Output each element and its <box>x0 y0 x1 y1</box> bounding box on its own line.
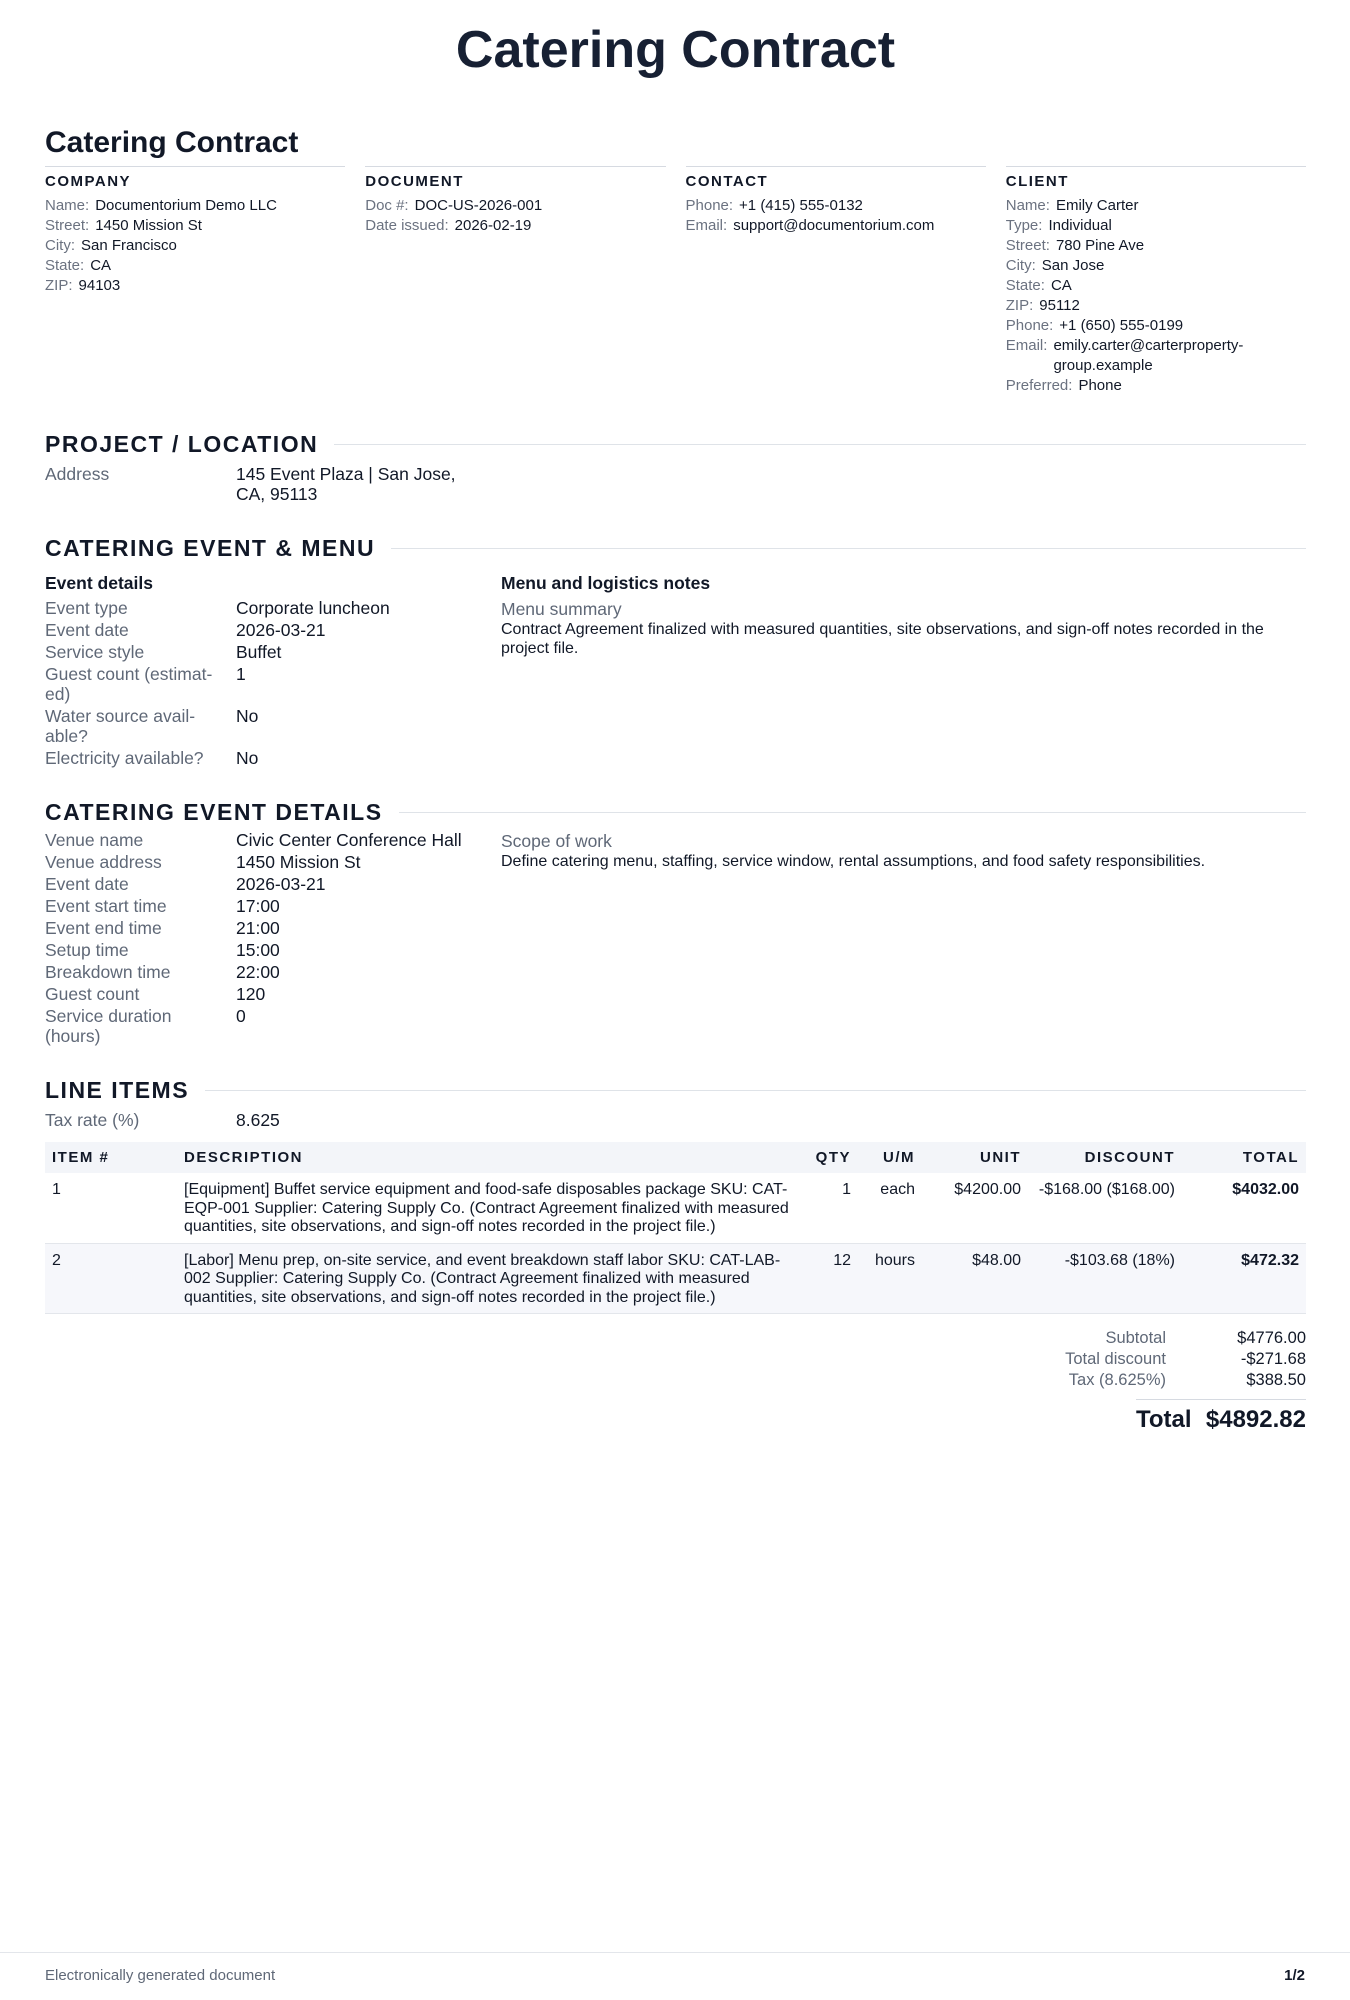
field-value: 1450 Mission St <box>95 217 202 234</box>
field-value: Civic Center Conference Hall <box>236 830 462 850</box>
event-end-time <box>45 918 501 938</box>
company-block <box>45 166 345 396</box>
field-label: Guest count <box>45 984 140 1004</box>
field-value: CA <box>90 257 112 274</box>
item-description: [Labor] Menu prep, on-site service, and event breakdown staff labor SKU: CAT-LAB-002 Supplier: Catering Supply Co. (Contract Agreement finalized with measured quantities, site observations, and sign-off notes recorded in the project file.) <box>177 1243 804 1314</box>
client-type <box>1006 216 1306 236</box>
line-items-heading: LINE ITEMS <box>45 1077 190 1103</box>
menu-summary-label: Menu summary <box>501 599 622 619</box>
client-phone <box>1006 316 1306 336</box>
tax-row <box>916 1370 1306 1391</box>
item-description: [Equipment] Buffet service equipment and food-safe disposables package SKU: CAT-EQP-001 Supplier: Catering Supply Co. (Contract Agreement finalized with measured quantities, site observations, and sign-off notes recorded in the project file.) <box>177 1173 804 1243</box>
column-header: TOTAL <box>1182 1142 1306 1173</box>
field-label: Breakdown time <box>45 962 171 982</box>
field-value: 1450 Mission St <box>236 852 361 872</box>
field-value: 94103 <box>78 277 121 294</box>
company-city <box>45 236 345 256</box>
table-row <box>45 1243 1306 1314</box>
field-value: +1 (650) 555-0199 <box>1059 317 1184 334</box>
field-label: Name: <box>1005 197 1050 214</box>
field-label: City: <box>1005 257 1036 274</box>
field-value: emily.carter@carterproperty-group.example <box>1053 337 1244 374</box>
field-label: Email: <box>1005 337 1048 354</box>
field-label: Address <box>45 464 110 484</box>
field-value: 2026-02-19 <box>454 217 532 234</box>
section-divider <box>334 444 1306 445</box>
field-value: 0 <box>236 1006 246 1026</box>
company-street <box>45 216 345 236</box>
item-discount: -$168.00 ($168.00) <box>1028 1173 1182 1243</box>
contact-block <box>686 166 986 396</box>
field-label: State: <box>45 257 85 274</box>
client-heading: CLIENT <box>1005 173 1069 190</box>
field-value <box>236 464 456 504</box>
page-title: Catering Contract <box>455 21 896 79</box>
doc-number <box>365 196 665 216</box>
event-details-heading: CATERING EVENT DETAILS <box>45 799 383 825</box>
document-subtitle: Catering Contract <box>45 126 299 159</box>
field-value: San Jose <box>1041 257 1105 274</box>
date-issued <box>365 216 665 236</box>
total-value: $4892.82 <box>1205 1406 1306 1433</box>
venue-address <box>45 852 501 872</box>
field-label: Tax rate (%) <box>45 1110 140 1130</box>
field-value: 22:00 <box>236 962 280 982</box>
column-header: DESCRIPTION <box>177 1142 804 1173</box>
item-um: each <box>858 1173 922 1243</box>
event-details-heading: Event details <box>45 573 153 593</box>
section-divider <box>205 1090 1306 1091</box>
client-name <box>1006 196 1306 216</box>
item-number: 2 <box>45 1243 177 1314</box>
field-value: 120 <box>236 984 266 1004</box>
field-value: Corporate luncheon <box>236 598 390 618</box>
item-total: $4032.00 <box>1182 1173 1306 1243</box>
footer-note: Electronically generated document <box>45 1967 276 1984</box>
table-row <box>45 1173 1306 1243</box>
field-label: ZIP: <box>1005 297 1034 314</box>
field-value: 1 <box>236 664 246 684</box>
company-name <box>45 196 345 216</box>
item-discount: -$103.68 (18%) <box>1028 1243 1182 1314</box>
event-menu-section-header <box>45 534 1306 562</box>
field-value: Phone <box>1078 377 1122 394</box>
client-email <box>1006 336 1306 376</box>
field-label: Water source avail-able? <box>45 706 196 746</box>
event-details-section-header <box>45 798 1306 826</box>
column-header: DISCOUNT <box>1028 1142 1182 1173</box>
table-header-row <box>45 1142 1306 1173</box>
field-value: +1 (415) 555-0132 <box>739 197 863 214</box>
field-label: Setup time <box>45 940 129 960</box>
guest-count <box>45 984 501 1004</box>
field-label: Service style <box>45 642 145 662</box>
field-label: Venue address <box>45 852 162 872</box>
contact-email <box>686 216 986 236</box>
document-block <box>365 166 665 396</box>
item-qty: 12 <box>804 1243 858 1314</box>
venue-name <box>45 830 501 850</box>
field-value: CA <box>1050 277 1072 294</box>
client-block <box>1006 166 1306 396</box>
field-value: 8.625 <box>236 1110 280 1130</box>
event-start-time <box>45 896 501 916</box>
field-label: ZIP: <box>45 277 73 294</box>
field-value: Emily Carter <box>1055 197 1139 214</box>
field-value: 2026-03-21 <box>236 874 326 894</box>
field-label: Type: <box>1005 217 1043 234</box>
page-footer <box>0 1952 1350 1984</box>
client-street <box>1006 236 1306 256</box>
section-divider <box>399 812 1306 813</box>
field-value: No <box>236 706 259 726</box>
field-label: Event start time <box>45 896 167 916</box>
section-divider <box>391 548 1306 549</box>
field-value: San Francisco <box>81 237 177 254</box>
field-label: City: <box>45 237 75 254</box>
contact-heading: CONTACT <box>685 173 769 190</box>
subtotal-value: $4776.00 <box>1237 1329 1306 1347</box>
field-label: Name: <box>45 197 90 214</box>
field-label: Preferred: <box>1005 377 1073 394</box>
total-label: Total <box>1136 1406 1192 1433</box>
scope-of-work <box>501 830 1306 1046</box>
field-value: 21:00 <box>236 918 280 938</box>
field-label: Venue name <box>45 830 144 850</box>
field-value: 17:00 <box>236 896 280 916</box>
field-value: Documentorium Demo LLC <box>95 197 277 214</box>
event-menu-body <box>45 572 1306 768</box>
field-value: support@documentorium.com <box>733 217 935 234</box>
field-label: Doc #: <box>365 197 409 214</box>
event-details <box>45 572 501 768</box>
subtotal-row <box>916 1328 1306 1349</box>
client-state <box>1006 276 1306 296</box>
client-zip <box>1006 296 1306 316</box>
field-value: Individual <box>1048 217 1112 234</box>
discount-value: -$271.68 <box>1240 1350 1306 1368</box>
field-label: Street: <box>45 217 90 234</box>
header-info <box>45 166 1306 396</box>
field-value: 15:00 <box>236 940 280 960</box>
field-label: Electricity available? <box>45 748 204 768</box>
field-label: Email: <box>685 217 728 234</box>
tax-label: Tax (8.625%) <box>1068 1371 1166 1389</box>
project-heading: PROJECT / LOCATION <box>45 431 319 457</box>
field-label: Service duration (hours) <box>45 1006 172 1046</box>
subtotal-label: Subtotal <box>1105 1329 1166 1347</box>
grand-total-row <box>1136 1399 1306 1434</box>
field-label: State: <box>1005 277 1045 294</box>
field-value: DOC-US-2026-001 <box>414 197 543 214</box>
field-label: Phone: <box>685 197 734 214</box>
scope-label: Scope of work <box>501 831 612 851</box>
field-value: Buffet <box>236 642 282 662</box>
event-menu-heading: CATERING EVENT & MENU <box>45 535 376 561</box>
item-um: hours <box>858 1243 922 1314</box>
scope-text: Define catering menu, staffing, service window, rental assumptions, and food safety responsibilities. <box>501 853 1206 870</box>
discount-row <box>916 1349 1306 1370</box>
project-address <box>45 464 1306 504</box>
guest-count-estimate <box>45 664 501 704</box>
project-section-header <box>45 430 1306 458</box>
field-value: 2026-03-21 <box>236 620 326 640</box>
line-items-section-header <box>45 1076 1306 1104</box>
item-qty: 1 <box>804 1173 858 1243</box>
field-label: Event type <box>45 598 128 618</box>
breakdown-time <box>45 962 501 982</box>
service-duration <box>45 1006 501 1046</box>
company-zip <box>45 276 345 296</box>
event-date <box>45 874 501 894</box>
event-details-body <box>45 830 1306 1046</box>
column-header: U/M <box>858 1142 922 1173</box>
electricity <box>45 748 501 768</box>
event-date <box>45 620 501 640</box>
field-label: Date issued: <box>365 217 449 234</box>
item-total: $472.32 <box>1182 1243 1306 1314</box>
discount-label: Total discount <box>1065 1350 1166 1368</box>
field-label: Guest count (estimat-ed) <box>45 664 213 704</box>
field-value: 780 Pine Ave <box>1055 237 1145 254</box>
column-header: UNIT <box>922 1142 1028 1173</box>
tax-rate <box>45 1110 1306 1130</box>
field-label: Street: <box>1005 237 1050 254</box>
item-number: 1 <box>45 1173 177 1243</box>
address-line-2: CA, 95113 <box>236 484 318 504</box>
venue-details <box>45 830 501 1046</box>
field-label: Phone: <box>1005 317 1054 334</box>
service-style <box>45 642 501 662</box>
field-label: Event end time <box>45 918 162 938</box>
column-header: QTY <box>804 1142 858 1173</box>
event-type <box>45 598 501 618</box>
client-preferred <box>1006 376 1306 396</box>
menu-summary-text: Contract Agreement finalized with measured quantities, site observations, and sign-off notes recorded in the project file. <box>501 621 1264 657</box>
client-city <box>1006 256 1306 276</box>
item-unit-price: $4200.00 <box>922 1173 1028 1243</box>
document-page <box>45 0 1306 1434</box>
field-label: Event date <box>45 874 129 894</box>
totals-block <box>916 1328 1306 1434</box>
water-source <box>45 706 501 746</box>
address-line-1: 145 Event Plaza | San Jose, <box>236 464 456 484</box>
field-label: Event date <box>45 620 129 640</box>
company-heading: COMPANY <box>45 173 132 190</box>
company-state <box>45 256 345 276</box>
column-header: ITEM # <box>45 1142 177 1173</box>
menu-notes <box>501 572 1306 768</box>
document-heading: DOCUMENT <box>365 173 464 190</box>
contact-phone <box>686 196 986 216</box>
item-unit-price: $48.00 <box>922 1243 1028 1314</box>
tax-value: $388.50 <box>1246 1371 1306 1389</box>
setup-time <box>45 940 501 960</box>
menu-notes-heading: Menu and logistics notes <box>501 573 711 593</box>
page-number: 1/2 <box>1284 1967 1305 1984</box>
field-value: 95112 <box>1039 297 1080 314</box>
line-items-table <box>45 1142 1306 1314</box>
field-value: No <box>236 748 259 768</box>
